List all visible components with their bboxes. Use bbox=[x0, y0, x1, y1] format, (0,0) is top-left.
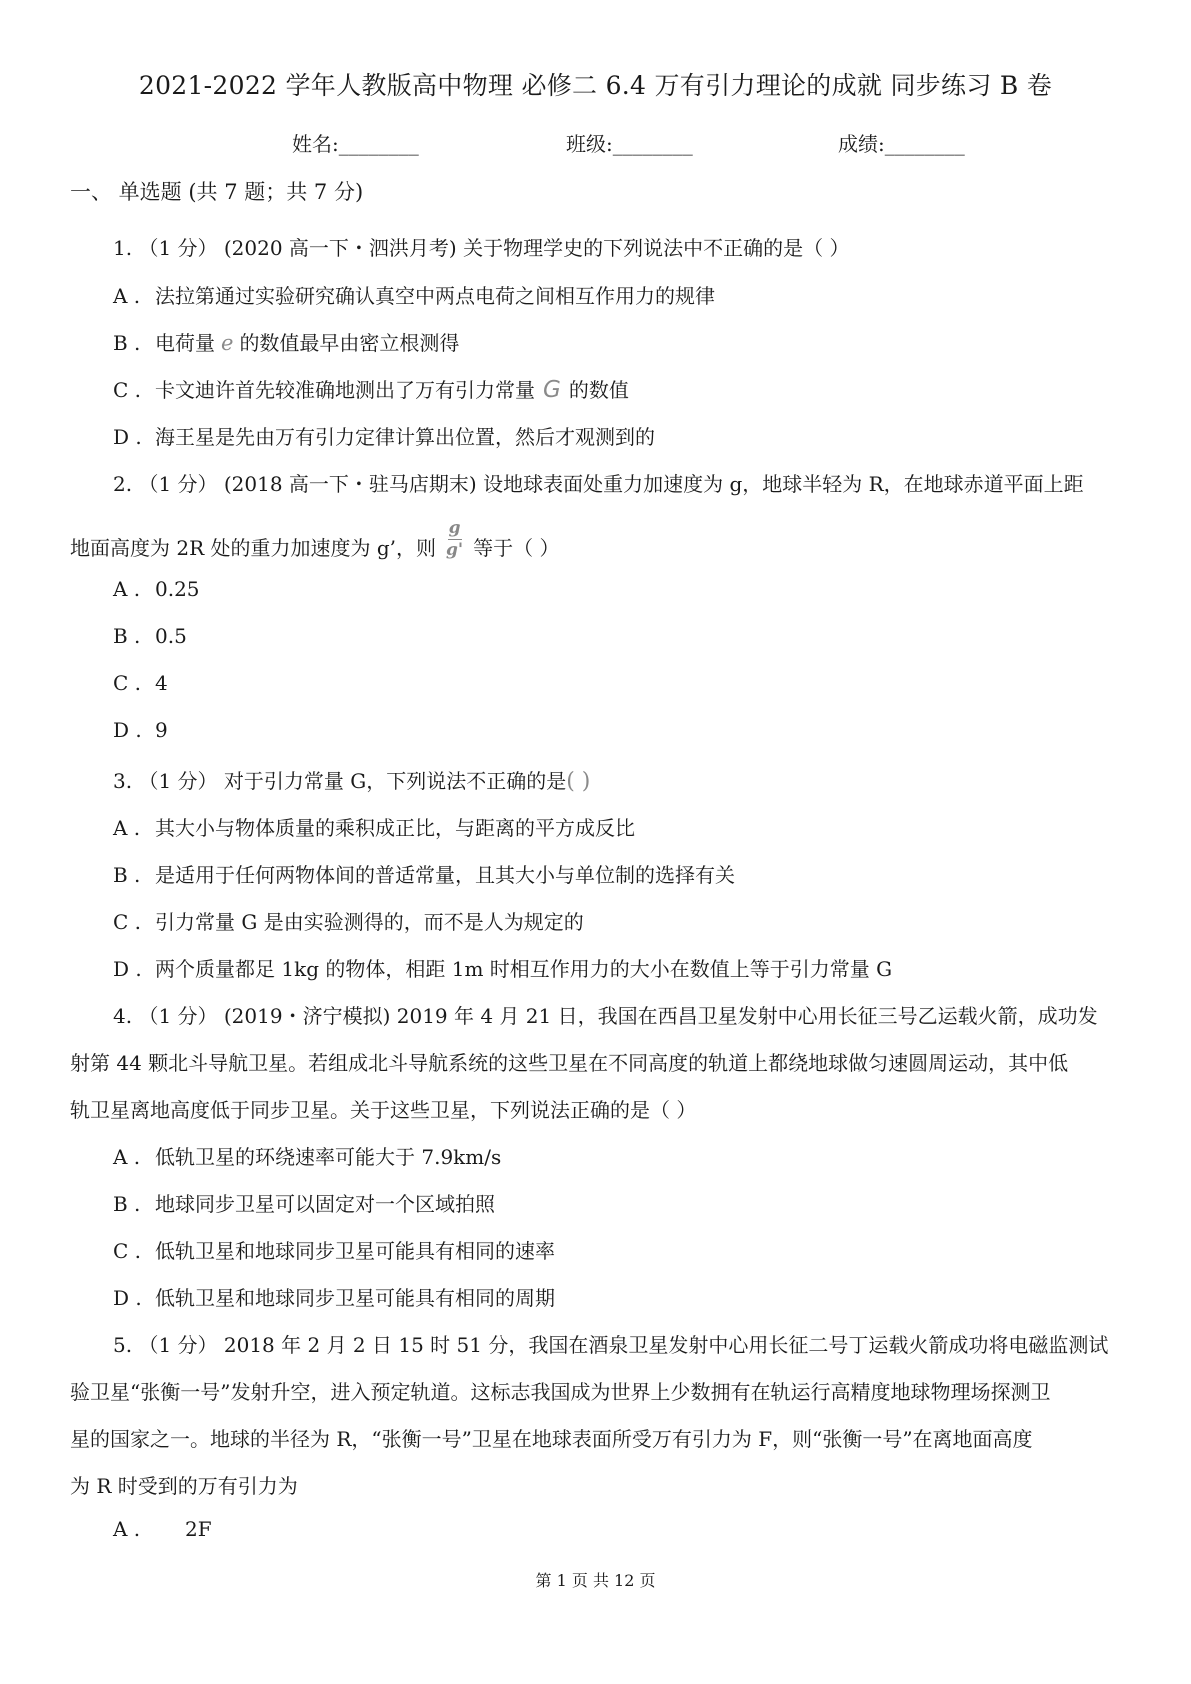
option-label: A . bbox=[113, 816, 141, 840]
option-text: 0.5 bbox=[155, 624, 187, 648]
question-3-stem bbox=[113, 765, 590, 794]
option-text: 地球同步卫星可以固定对一个区域拍照 bbox=[155, 1192, 495, 1216]
option-text: 引力常量 G 是由实验测得的，而不是人为规定的 bbox=[155, 910, 584, 934]
option-text: 9 bbox=[155, 718, 168, 742]
question-5-option-a bbox=[113, 1517, 212, 1541]
name-field-label: 姓名:________ bbox=[292, 132, 419, 156]
question-4-stem-line-2: 射第 44 颗北斗导航卫星。若组成北斗导航系统的这些卫星在不同高度的轨道上都绕地球做匀速圆周运动，其中低 bbox=[70, 1051, 1069, 1075]
stem-text-pre: 地面高度为 2R 处的重力加速度为 g’，则 bbox=[70, 536, 437, 560]
document-title: 2021-2022 学年人教版高中物理 必修二 6.4 万有引力理论的成就 同步练习 B 卷 bbox=[138, 71, 1053, 100]
option-text: 两个质量都足 1kg 的物体，相距 1m 时相互作用力的大小在数值上等于引力常量 G bbox=[155, 957, 893, 981]
option-label: A . bbox=[113, 284, 141, 308]
score-field-label: 成绩:________ bbox=[838, 132, 965, 156]
option-text: 2F bbox=[185, 1517, 212, 1541]
option-label: C . bbox=[113, 910, 142, 934]
question-4-option-d bbox=[113, 1282, 555, 1311]
question-2-stem-line-2 bbox=[70, 518, 560, 569]
question-4-option-c bbox=[113, 1235, 555, 1264]
stem-text-post: 等于（ ） bbox=[473, 536, 560, 560]
question-2-option-b bbox=[113, 624, 187, 648]
option-label: C . bbox=[113, 378, 142, 402]
option-text: 低轨卫星和地球同步卫星可能具有相同的周期 bbox=[155, 1286, 555, 1310]
g-ratio-fraction bbox=[446, 520, 463, 559]
gravitational-constant-symbol: G bbox=[543, 377, 561, 403]
option-text: 低轨卫星和地球同步卫星可能具有相同的速率 bbox=[155, 1239, 555, 1263]
option-text: 其大小与物体质量的乘积成正比，与距离的平方成反比 bbox=[155, 816, 635, 840]
question-5-stem-line-3: 星的国家之一。地球的半径为 R，“张衡一号”卫星在地球表面所受万有引力为 F，则“张衡一号”在离地面高度 bbox=[70, 1427, 1033, 1451]
question-2-option-c bbox=[113, 671, 168, 695]
option-label: B . bbox=[113, 624, 141, 648]
question-2-option-a bbox=[113, 577, 200, 601]
option-text: 4 bbox=[155, 671, 168, 695]
option-label: A . bbox=[113, 1517, 141, 1541]
student-info-row bbox=[0, 128, 1191, 158]
option-text: 是适用于任何两物体间的普适常量，且其大小与单位制的选择有关 bbox=[155, 863, 735, 887]
option-text: 低轨卫星的环绕速率可能大于 7.9km/s bbox=[155, 1145, 502, 1169]
question-3-option-d bbox=[113, 953, 892, 982]
option-label: D . bbox=[113, 957, 142, 981]
option-label: B . bbox=[113, 863, 141, 887]
question-3-option-b bbox=[113, 859, 735, 888]
option-label: D . bbox=[113, 718, 142, 742]
question-1-option-d bbox=[113, 421, 655, 450]
question-1-stem: 1. （1 分） (2020 高一下・泗洪月考) 关于物理学史的下列说法中不正确的是（ ） bbox=[113, 236, 850, 260]
question-1-option-b bbox=[113, 327, 459, 356]
question-5-stem-line-2: 验卫星“张衡一号”发射升空，进入预定轨道。这标志我国成为世界上少数拥有在轨运行高精度地球物理场探测卫 bbox=[70, 1380, 1051, 1404]
option-text: 法拉第通过实验研究确认真空中两点电荷之间相互作用力的规律 bbox=[155, 284, 715, 308]
option-label: B . bbox=[113, 1192, 141, 1216]
option-label: D . bbox=[113, 1286, 142, 1310]
question-5-stem-line-1: 5. （1 分） 2018 年 2 月 2 日 15 时 51 分，我国在酒泉卫星发射中心用长征二号丁运载火箭成功将电磁监测试 bbox=[113, 1333, 1109, 1357]
option-text-post: 的数值最早由密立根测得 bbox=[239, 331, 460, 355]
option-label: B . bbox=[113, 331, 141, 355]
option-text: 0.25 bbox=[155, 577, 200, 601]
fraction-denominator: g' bbox=[446, 540, 464, 560]
class-field-label: 班级:________ bbox=[566, 132, 693, 156]
option-label: C . bbox=[113, 671, 142, 695]
question-4-stem-line-1: 4. （1 分） (2019・济宁模拟) 2019 年 4 月 21 日，我国在西昌卫星发射中心用长征三号乙运载火箭，成功发 bbox=[113, 1004, 1098, 1028]
charge-e-symbol: e bbox=[221, 331, 234, 355]
question-4-stem-line-3: 轨卫星离地高度低于同步卫星。关于这些卫星，下列说法正确的是（ ） bbox=[70, 1098, 697, 1122]
question-1-option-a bbox=[113, 280, 715, 309]
option-label: A . bbox=[113, 577, 141, 601]
question-3-option-a bbox=[113, 812, 635, 841]
question-5-stem-line-4: 为 R 时受到的万有引力为 bbox=[70, 1474, 298, 1498]
question-2-option-d bbox=[113, 718, 168, 742]
option-label: D . bbox=[113, 425, 142, 449]
option-text-post: 的数值 bbox=[568, 378, 629, 402]
option-text-pre: 卡文迪许首先较准确地测出了万有引力常量 bbox=[155, 378, 535, 402]
option-text: 海王星是先由万有引力定律计算出位置，然后才观测到的 bbox=[155, 425, 655, 449]
answer-paren: ( ) bbox=[566, 769, 591, 794]
page-footer: 第 1 页 共 12 页 bbox=[535, 1571, 656, 1590]
section-heading: 一、 单选题 (共 7 题；共 7 分) bbox=[70, 180, 364, 204]
question-3-option-c bbox=[113, 906, 584, 935]
question-1-option-c bbox=[113, 374, 629, 403]
question-2-stem-line-1: 2. （1 分） (2018 高一下・驻马店期末) 设地球表面处重力加速度为 g，地球半轻为 R，在地球赤道平面上距 bbox=[113, 472, 1084, 496]
option-label: C . bbox=[113, 1239, 142, 1263]
question-4-option-b bbox=[113, 1188, 495, 1217]
fraction-numerator: g bbox=[448, 518, 461, 538]
option-text-pre: 电荷量 bbox=[155, 331, 215, 355]
stem-text: 3. （1 分） 对于引力常量 G，下列说法不正确的是 bbox=[113, 769, 567, 793]
question-4-option-a bbox=[113, 1141, 501, 1170]
option-label: A . bbox=[113, 1145, 141, 1169]
